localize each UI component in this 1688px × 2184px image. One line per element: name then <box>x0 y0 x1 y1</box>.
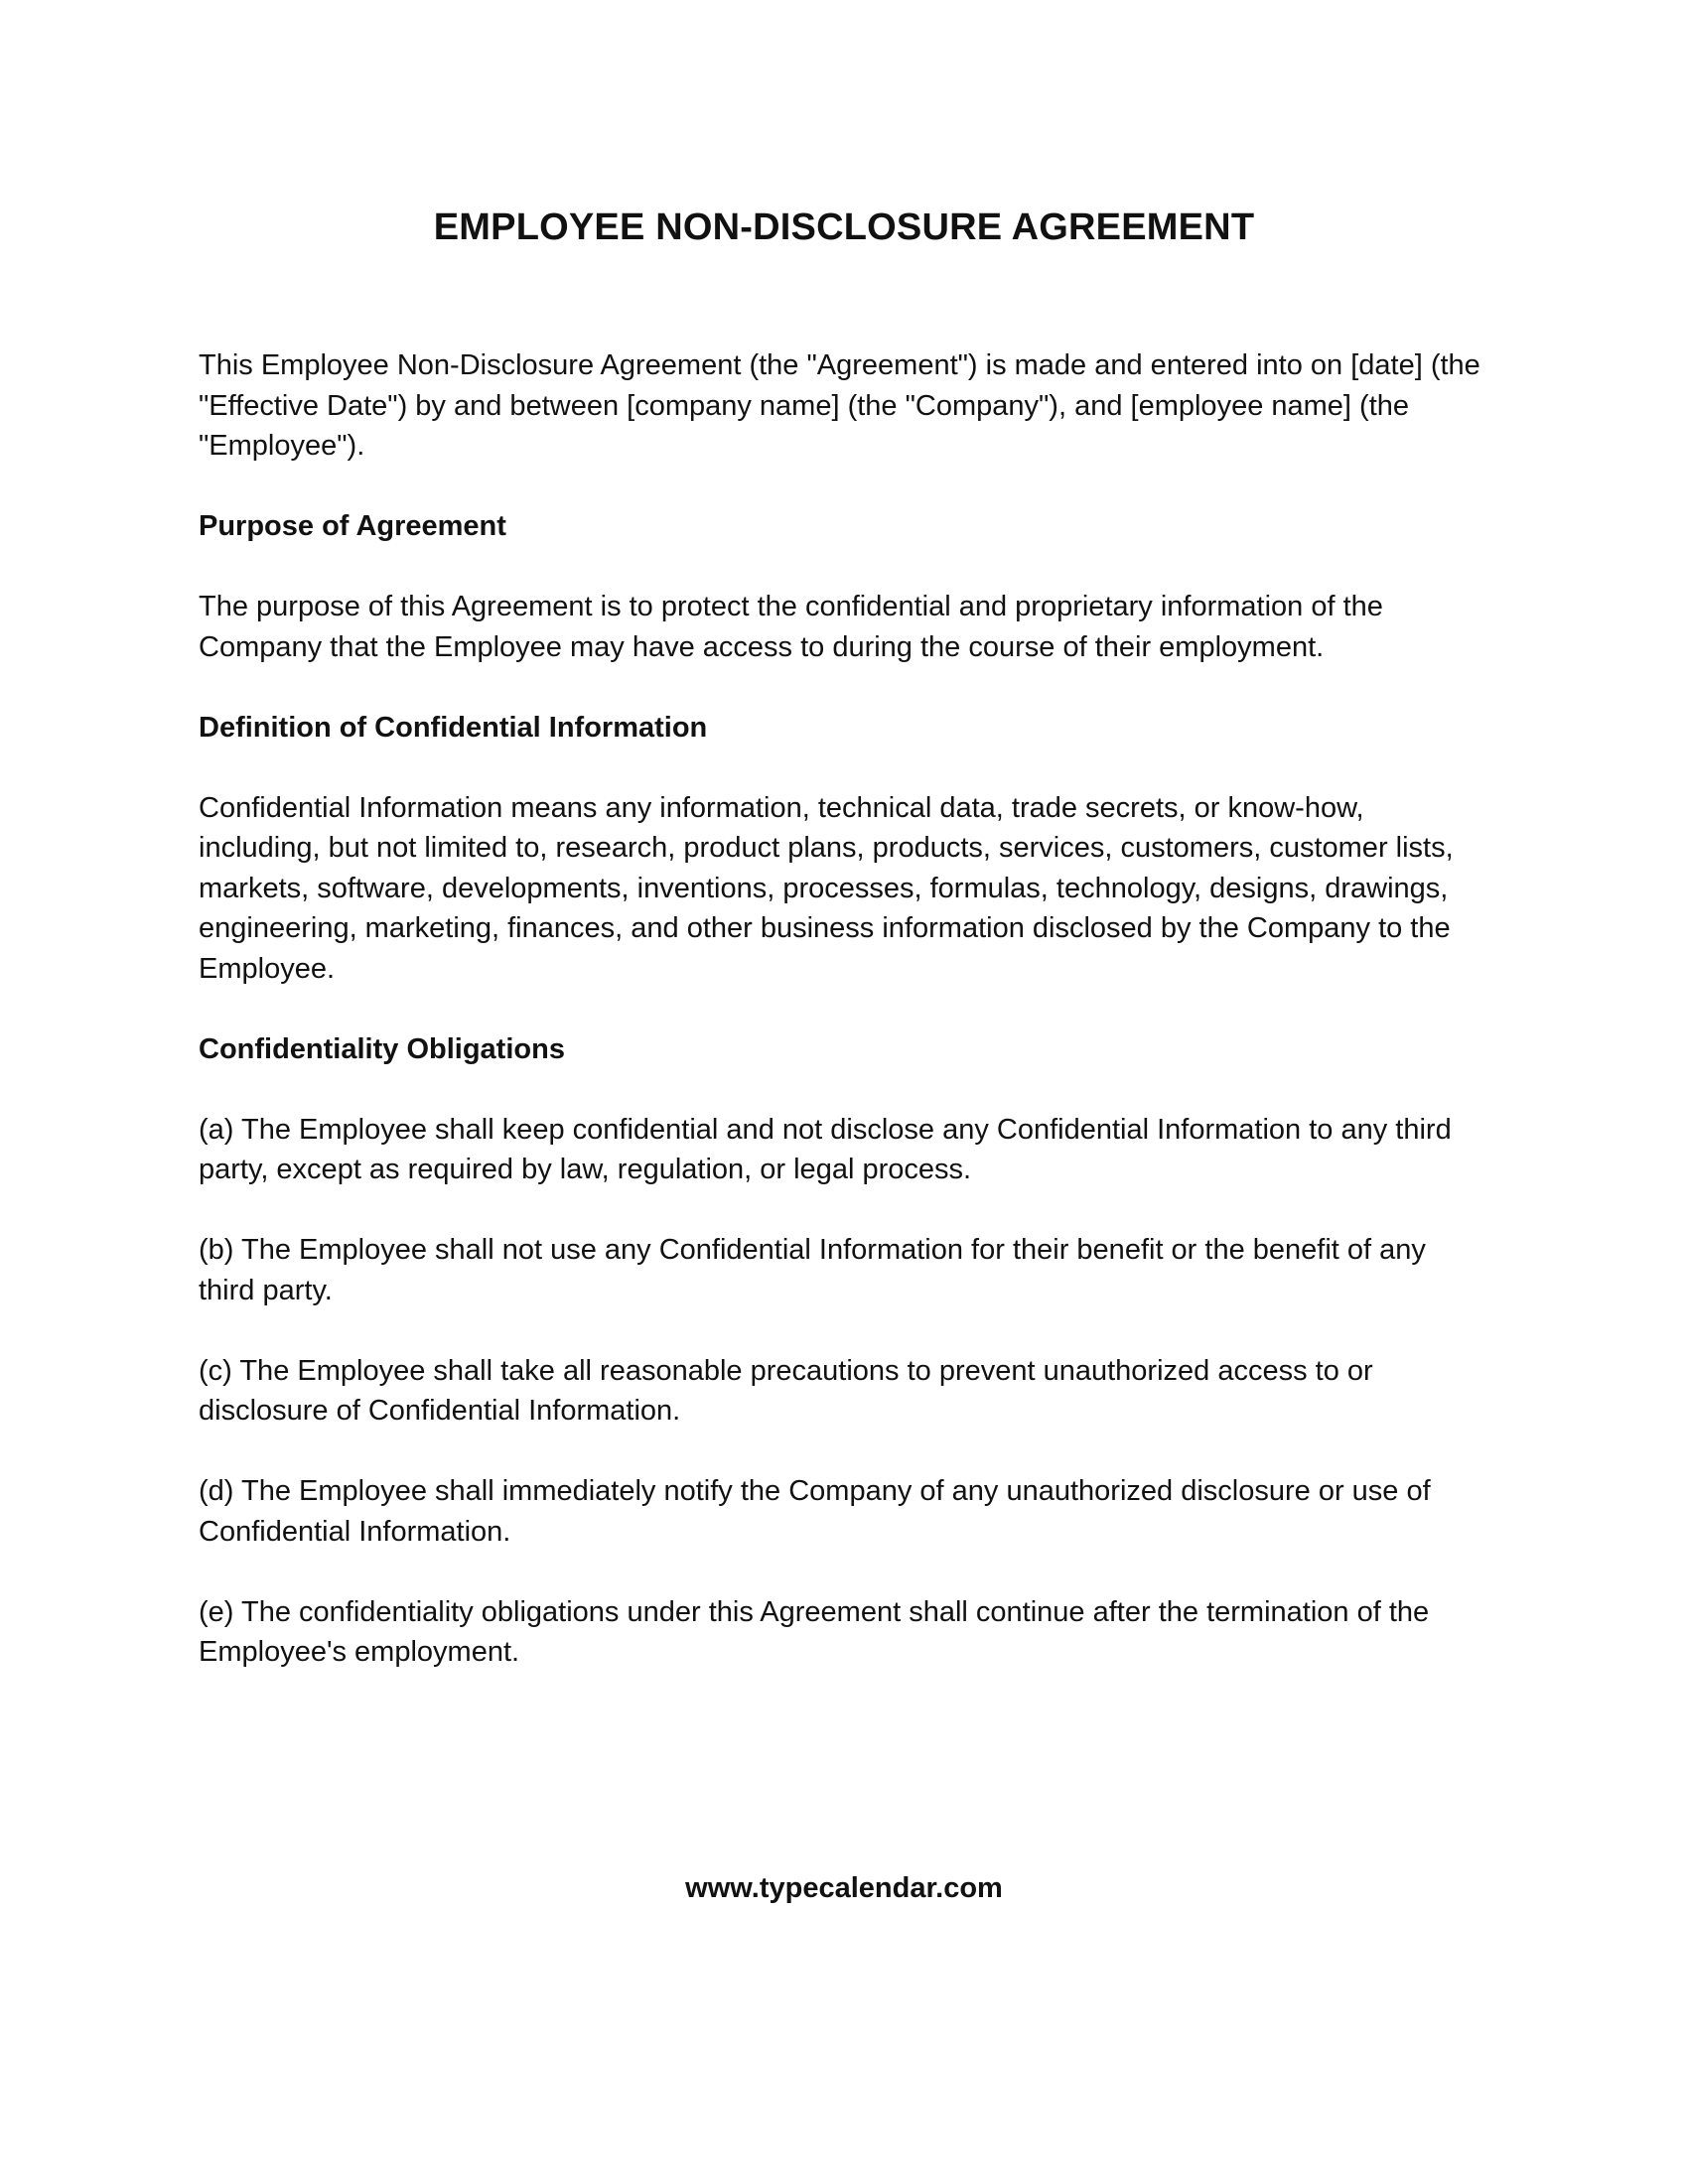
obligation-item-d: (d) The Employee shall immediately notify the Company of any unauthorized disclosure or use of Confidential Information. <box>199 1475 1431 1548</box>
section-heading-definition: Definition of Confidential Information <box>199 711 708 744</box>
document-body <box>199 345 1489 1712</box>
obligation-item-a: (a) The Employee shall keep confidential and not disclose any Confidential Information to any third party, except as required by law, regulation, or legal process. <box>199 1113 1452 1185</box>
definition-paragraph: Confidential Information means any information, technical data, trade secrets, or know-how, including, but not limited to, research, product plans, products, services, customers, customer lists, markets, software, developments, inventions, processes, formulas, technology, designs, drawings, engineering, marketing, finances, and other business information disclosed by the Company to the Employee. <box>199 791 1454 985</box>
obligation-item-b: (b) The Employee shall not use any Confidential Information for their benefit or the benefit of any third party. <box>199 1234 1426 1306</box>
footer-website: www.typecalendar.com <box>685 1872 1003 1904</box>
section-heading-purpose: Purpose of Agreement <box>199 510 506 542</box>
purpose-paragraph: The purpose of this Agreement is to protect the confidential and proprietary information of the Company that the Employee may have access to during the course of their employment. <box>199 591 1383 663</box>
document-title: EMPLOYEE NON-DISCLOSURE AGREEMENT <box>433 206 1255 248</box>
obligation-item-e: (e) The confidentiality obligations under this Agreement shall continue after the termination of the Employee's employment. <box>199 1595 1430 1668</box>
section-heading-obligations: Confidentiality Obligations <box>199 1032 565 1065</box>
intro-paragraph: This Employee Non-Disclosure Agreement (the "Agreement") is made and entered into on [date] (the "Effective Date") by and between [company name] (the "Company"), and [employee name] (the "Employee"). <box>199 349 1480 462</box>
obligation-item-c: (c) The Employee shall take all reasonable precautions to prevent unauthorized access to or disclosure of Confidential Information. <box>199 1354 1373 1427</box>
